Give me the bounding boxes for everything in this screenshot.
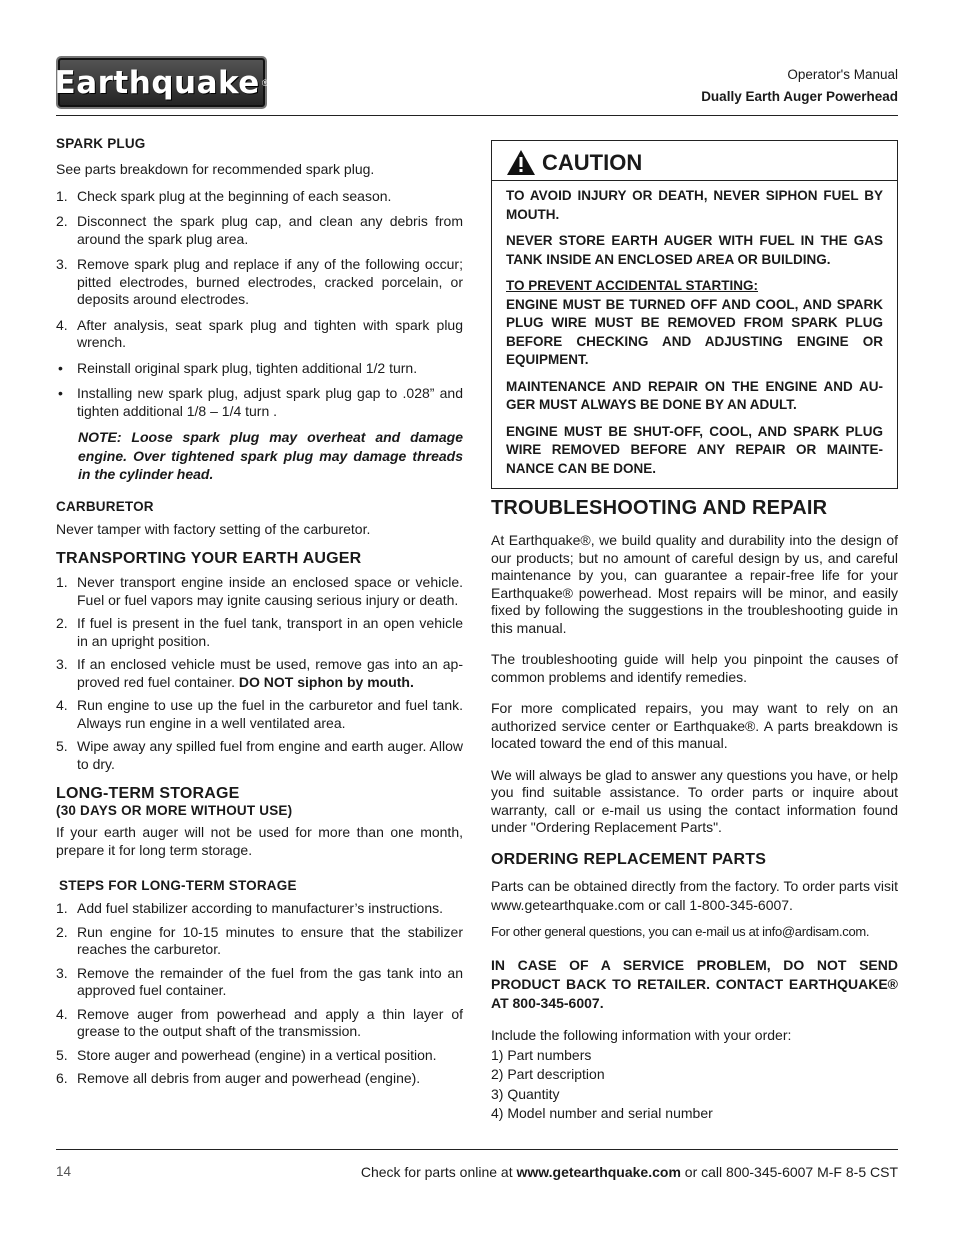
list-item: 6. Remove all debris from auger and powerhead (engine). bbox=[56, 1070, 421, 1086]
storage-steps bbox=[56, 900, 463, 1088]
storage-steps-heading: STEPS FOR LONG-TERM STORAGE bbox=[59, 878, 297, 893]
header-divider bbox=[56, 115, 898, 116]
spark-plug-steps bbox=[56, 188, 463, 421]
right-column bbox=[491, 136, 898, 1124]
left-column bbox=[56, 136, 463, 1094]
transporting-heading: TRANSPORTING YOUR EARTH AUGER bbox=[56, 550, 362, 567]
list-item: 5. Wipe away any spilled fuel from engine and earth auger. Allow to dry. bbox=[56, 738, 463, 772]
logo-registered-mark: ® bbox=[261, 77, 269, 88]
ordering-email-line: For other general questions, you can e-mail us at info@ardisam.com. bbox=[491, 923, 870, 939]
caution-paragraph: MAINTENANCE AND REPAIR ON THE ENGINE AND AU-GER MUST ALWAYS BE DONE BY AN ADULT. bbox=[506, 378, 883, 412]
list-item: 3. If an enclosed vehicle must be used, remove gas into an ap-proved red fuel container. DO NOT siphon by mouth. bbox=[56, 656, 463, 690]
list-item: 3) Quantity bbox=[491, 1085, 560, 1102]
website-link[interactable]: www.getearthquake.com bbox=[516, 1164, 681, 1180]
list-item: 4. After analysis, seat spark plug and tighten with spark plug wrench. bbox=[56, 316, 463, 350]
list-item: 3. Remove spark plug and replace if any of the following occur; pitted electrodes, burned electrodes, cracked porcelain, or deposits around electrodes. bbox=[56, 256, 463, 307]
troubleshooting-paragraph: At Earthquake®, we build quality and durability into the design of our products; but no amount of careful design by us, and careful maintenance by you, can guarantee a repair-free life for your Earthquake® powerhead. Most repairs will be minor, and easily fixed by following the suggestions in the troubleshooting guide in this manual. bbox=[491, 532, 898, 636]
troubleshooting-heading: TROUBLESHOOTING AND REPAIR bbox=[491, 497, 828, 519]
list-item: 1. Add fuel stabilizer according to manufacturer’s instructions. bbox=[56, 900, 443, 916]
page-number: 14 bbox=[56, 1164, 72, 1179]
list-item: • Installing new spark plug, adjust spark plug gap to .028” and tighten additional 1/8 – 1/4 turn . bbox=[58, 385, 463, 419]
spark-plug-intro: See parts breakdown for recommended spark plug. bbox=[56, 161, 375, 177]
troubleshooting-paragraph: We will always be glad to answer any questions you have, or help you find suitable assistance. To order parts or inquire about warranty, call or e-mail us using the contact information found under "Ordering Replacement Parts". bbox=[491, 766, 898, 835]
bold-warning: DO NOT siphon by mouth. bbox=[238, 673, 414, 690]
list-item: 2. Run engine for 10-15 minutes to ensure that the stabilizer reaches the carburetor. bbox=[56, 923, 463, 957]
ordering-instructions: Include the following information with your order: bbox=[491, 1027, 792, 1043]
list-item: 5. Store auger and powerhead (engine) in a vertical position. bbox=[56, 1046, 437, 1063]
list-item: 1) Part numbers bbox=[491, 1046, 592, 1063]
list-item: 4. Remove auger from powerhead and apply a thin layer of grease to the output shaft of the transmission. bbox=[56, 1005, 463, 1039]
list-item: 1. Never transport engine inside an enclosed space or vehicle. Fuel or fuel vapors may ignite causing serious injury or death. bbox=[56, 574, 463, 608]
caution-paragraph: TO AVOID INJURY OR DEATH, NEVER SIPHON FUEL BY MOUTH. bbox=[506, 188, 883, 222]
storage-subheading: (30 DAYS OR MORE WITHOUT USE) bbox=[56, 803, 293, 818]
list-item: 2) Part description bbox=[491, 1066, 605, 1082]
caution-box bbox=[491, 140, 898, 489]
warning-triangle-icon bbox=[506, 149, 536, 176]
caution-paragraph: ENGINE MUST BE TURNED OFF AND COOL, AND SPARK PLUG WIRE MUST BE REMOVED FROM SPARK PLUG BEFORE CHECKING AND ADJUSTING ENGINE OR EQUIPMENT. bbox=[506, 296, 883, 367]
doc-type: Operator's Manual bbox=[787, 67, 898, 82]
transporting-steps bbox=[56, 574, 463, 773]
ordering-paragraph: Parts can be obtained directly from the factory. To order parts visit www.getearthquake.com or call 1-800-345-6007. bbox=[491, 877, 898, 913]
footer-text-post: or call 800-345-6007 M-F 8-5 CST bbox=[684, 1164, 898, 1180]
storage-heading: LONG-TERM STORAGE bbox=[56, 785, 240, 802]
list-item: • Reinstall original spark plug, tighten additional 1/2 turn. bbox=[58, 359, 418, 376]
caution-paragraph: ENGINE MUST BE SHUT-OFF, COOL, AND SPARK PLUG WIRE REMOVED BEFORE ANY REPAIR OR MAINTE-NANCE CAN BE DONE. bbox=[506, 423, 883, 476]
footer-text bbox=[361, 1164, 898, 1180]
list-item: 2. Disconnect the spark plug cap, and clean any debris from around the spark plug area. bbox=[56, 213, 463, 247]
troubleshooting-paragraph: The troubleshooting guide will help you pinpoint the causes of common problems and identify remedies. bbox=[491, 651, 898, 685]
troubleshooting-paragraph: For more complicated repairs, you may want to rely on an authorized service center or Earthquake®. A parts breakdown is located toward the end of this manual. bbox=[491, 700, 898, 751]
caution-title-bar bbox=[492, 141, 897, 181]
list-item: 2. If fuel is present in the fuel tank, transport in an open vehicle in an upright position. bbox=[56, 615, 463, 649]
ordering-info-list bbox=[491, 1046, 898, 1124]
list-item: 3. Remove the remainder of the fuel from the gas tank into an approved fuel container. bbox=[56, 964, 463, 998]
list-item: 4) Model number and serial number bbox=[491, 1105, 713, 1121]
storage-intro: If your earth auger will not be used for more than one month, prepare it for long term storage. bbox=[56, 824, 463, 858]
footer-text-pre: Check for parts online at bbox=[360, 1164, 513, 1180]
header-info bbox=[701, 64, 898, 108]
carburetor-text: Never tamper with factory setting of the carburetor. bbox=[56, 520, 371, 537]
caution-subheading: TO PREVENT ACCIDENTAL STARTING: bbox=[506, 278, 759, 293]
carburetor-heading: CARBURETOR bbox=[56, 498, 154, 514]
spark-plug-heading: SPARK PLUG bbox=[56, 136, 146, 151]
earthquake-logo bbox=[56, 56, 267, 109]
caution-paragraph: NEVER STORE EARTH AUGER WITH FUEL IN THE GAS TANK INSIDE AN ENCLOSED AREA OR BUILDING. bbox=[506, 233, 883, 267]
caution-title: CAUTION bbox=[542, 149, 643, 175]
spark-plug-note: NOTE: Loose spark plug may overheat and damage engine. Over tightened spark plug may damage threads in the cylinder head. bbox=[78, 429, 463, 482]
list-item: 1. Check spark plug at the beginning of each season. bbox=[56, 187, 392, 204]
footer-divider bbox=[56, 1149, 898, 1150]
list-item: 4. Run engine to use up the fuel in the carburetor and fuel tank. Always run engine in a well ventilated area. bbox=[56, 697, 463, 731]
product-name: Dually Earth Auger Powerhead bbox=[701, 89, 898, 104]
caution-body bbox=[492, 181, 897, 488]
logo-text: Earthquake bbox=[54, 64, 260, 101]
service-warning: IN CASE OF A SERVICE PROBLEM, DO NOT SEND PRODUCT BACK TO RETAILER. CONTACT EARTHQUAKE® AT 800-345-6007. bbox=[491, 957, 898, 1011]
ordering-heading: ORDERING REPLACEMENT PARTS bbox=[491, 850, 767, 868]
